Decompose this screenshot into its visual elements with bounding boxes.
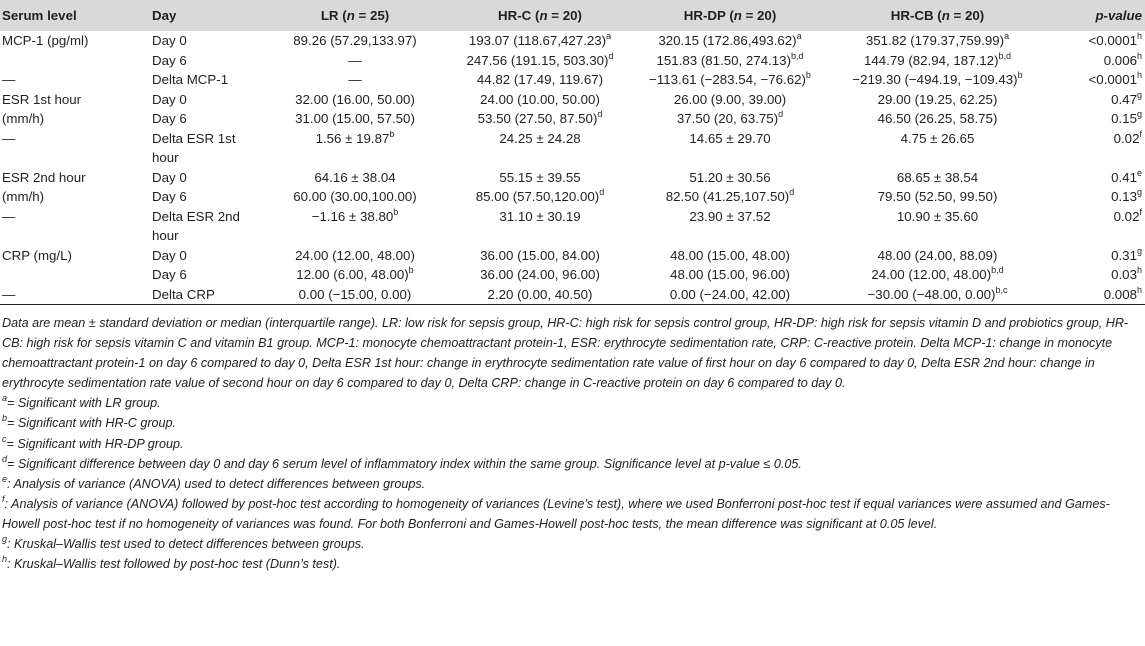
cell-day: Day 6: [152, 111, 187, 126]
header-lr: LR (n = 25): [260, 0, 450, 31]
footnote-a: $^a$= Significant with LR group.: [2, 393, 161, 411]
cell-p-value-value: 0.31: [1111, 247, 1137, 263]
cell-serum-level: —: [2, 130, 16, 146]
cell-hrdp: [630, 187, 830, 207]
cell-lr-superscript: b: [389, 128, 395, 139]
cell-day: Day 6: [152, 189, 187, 204]
footnote-f: $^f$: Analysis of variance (ANOVA) followed by post-hoc test according to homogeneity of variances (Levine’s test), where we used Bonferroni post-hoc test if equal variances were assumed and Games-Howell post-hoc test if no homogeneity of variances was found. For both Bonferroni and Games-Howell post-hoc tests, the mean difference was significant at 0.05 level.: [2, 493, 1110, 531]
cell-hrc-value: 53.50 (27.50, 87.50): [477, 111, 598, 126]
cell-p-value-value: 0.41: [1111, 169, 1137, 185]
cell-p-value-superscript: h: [1136, 70, 1142, 80]
cell-hrcb: [830, 31, 1045, 51]
cell-p-value-value: 0.008: [1103, 286, 1137, 302]
cell-p-value-superscript: g: [1136, 245, 1142, 256]
cell-p-value-superscript: g: [1136, 187, 1142, 197]
cell-serum-level: (mm/h): [2, 111, 45, 126]
cell-hrcb-value: 46.50 (26.25, 58.75): [877, 111, 998, 126]
cell-lr-superscript: b: [408, 265, 414, 275]
cell-hrdp: [630, 285, 830, 305]
cell-hrc: [450, 285, 630, 305]
header-day: Day: [150, 0, 260, 31]
cell-hrc-value: 2.20 (0.00, 40.50): [487, 286, 593, 302]
cell-hrcb: [830, 265, 1045, 285]
cell-hrcb-superscript: a: [1004, 31, 1010, 41]
table-row: [0, 207, 1145, 246]
cell-hrcb: [830, 207, 1045, 246]
header-hrcb: HR-CB (n = 20): [830, 0, 1045, 31]
header-serum-level: Serum level: [0, 0, 150, 31]
cell-hrc: [450, 109, 630, 129]
cell-serum-level: —: [2, 208, 16, 224]
cell-hrdp-value: 37.50 (20, 63.75): [676, 111, 779, 126]
cell-lr: [260, 129, 450, 168]
cell-day: Day 6: [152, 52, 187, 68]
cell-serum-level: ESR 2nd hour: [2, 169, 86, 185]
cell-hrc: [450, 90, 630, 110]
cell-hrcb: [830, 70, 1045, 90]
cell-p-value: [1045, 285, 1145, 305]
cell-hrc: [450, 265, 630, 285]
cell-hrdp: [630, 31, 830, 51]
table-row: [0, 285, 1145, 305]
cell-p-value-superscript: g: [1136, 109, 1142, 119]
cell-hrdp-value: 0.00 (−24.00, 42.00): [669, 286, 791, 302]
cell-hrcb-value: −219.30 (−494.19, −109.43): [852, 72, 1018, 87]
table-body: [0, 31, 1145, 304]
cell-p-value: [1045, 246, 1145, 266]
cell-p-value: [1045, 207, 1145, 246]
cell-hrc: [450, 31, 630, 51]
cell-hrdp: [630, 207, 830, 246]
cell-p-value-superscript: e: [1136, 167, 1142, 178]
cell-p-value-value: 0.03: [1111, 267, 1137, 282]
cell-serum-level: —: [2, 286, 16, 302]
cell-hrdp-value: 320.15 (172.86,493.62): [658, 33, 797, 48]
cell-hrcb-value: 4.75 ± 26.65: [900, 130, 975, 146]
header-p-value: p-value: [1045, 0, 1145, 31]
cell-p-value-value: 0.13: [1111, 189, 1137, 204]
cell-p-value-value: 0.15: [1111, 111, 1137, 126]
cell-p-value: [1045, 109, 1145, 129]
table-row: [0, 129, 1145, 168]
cell-hrdp-value: 48.00 (15.00, 48.00): [670, 247, 790, 263]
cell-hrcb-value: 29.00 (19.25, 62.25): [877, 91, 998, 107]
cell-hrcb-value: 24.00 (12.00, 48.00): [871, 267, 992, 282]
cell-hrcb: [830, 51, 1045, 71]
cell-lr: [260, 187, 450, 207]
cell-lr-superscript: b: [393, 206, 399, 217]
cell-day: [150, 129, 260, 168]
cell-day: [150, 207, 260, 246]
cell-hrdp: [630, 90, 830, 110]
cell-hrc-superscript: d: [597, 109, 603, 119]
cell-hrcb-value: 79.50 (52.50, 99.50): [877, 189, 998, 204]
cell-p-value-value: 0.006: [1103, 52, 1137, 68]
cell-p-value-value: 0.02: [1113, 130, 1140, 146]
cell-lr-value: 64.16 ± 38.04: [314, 169, 396, 185]
cell-hrcb: [830, 109, 1045, 129]
table-header-row: [0, 0, 1145, 31]
table-row: [0, 70, 1145, 90]
cell-lr: [260, 265, 450, 285]
cell-hrdp: [630, 168, 830, 188]
cell-day: Day 0: [152, 169, 187, 185]
cell-hrdp-superscript: b: [805, 70, 811, 80]
cell-p-value: [1045, 168, 1145, 188]
cell-p-value-superscript: f: [1139, 206, 1142, 217]
table-row: [0, 90, 1145, 110]
cell-p-value-value: <0.0001: [1088, 72, 1137, 87]
cell-hrc-value: 193.07 (118.67,427.23): [468, 33, 607, 48]
cell-serum-level: —: [2, 72, 16, 87]
cell-hrcb-superscript: b,c: [995, 284, 1008, 295]
cell-p-value-value: 0.02: [1113, 208, 1140, 224]
cell-hrcb: [830, 90, 1045, 110]
header-hrdp: HR-DP (n = 20): [630, 0, 830, 31]
table-footnotes: [0, 305, 1145, 574]
cell-lr: [260, 168, 450, 188]
table-row: [0, 265, 1145, 285]
cell-hrc: [450, 168, 630, 188]
cell-lr: [260, 285, 450, 305]
cell-p-value-superscript: h: [1136, 50, 1142, 61]
cell-hrdp: [630, 70, 830, 90]
cell-lr: [260, 90, 450, 110]
cell-serum-level: CRP (mg/L): [2, 247, 72, 263]
cell-hrcb-value: 144.79 (82.94, 187.12): [863, 52, 999, 68]
cell-hrdp: [630, 129, 830, 168]
cell-lr-value: 31.00 (15.00, 57.50): [295, 111, 415, 126]
cell-day: Delta CRP: [152, 286, 215, 302]
cell-day-line2: hour: [152, 228, 179, 243]
cell-hrcb-superscript: b: [1017, 70, 1023, 80]
cell-lr: [260, 109, 450, 129]
cell-p-value-superscript: h: [1136, 265, 1142, 275]
cell-day-line1: Delta ESR 1st: [152, 130, 236, 146]
cell-hrcb-value: 10.90 ± 35.60: [896, 208, 979, 224]
cell-hrc-superscript: d: [608, 50, 614, 61]
cell-lr-value: −1.16 ± 38.80: [311, 208, 394, 224]
cell-p-value-superscript: g: [1136, 89, 1142, 100]
cell-hrc: [450, 246, 630, 266]
cell-hrcb: [830, 246, 1045, 266]
cell-day-line1: Delta ESR 2nd: [152, 208, 240, 224]
cell-lr-value: —: [348, 52, 362, 68]
data-table-wrapper: [0, 0, 1145, 305]
cell-p-value-value: 0.47: [1111, 91, 1137, 107]
cell-hrdp: [630, 51, 830, 71]
cell-hrc-value: 31.10 ± 30.19: [499, 208, 581, 224]
cell-lr-value: 24.00 (12.00, 48.00): [295, 247, 415, 263]
cell-day: Day 0: [152, 33, 187, 48]
cell-hrdp: [630, 109, 830, 129]
data-table: [0, 0, 1145, 304]
cell-hrc-value: 44.82 (17.49, 119.67): [476, 72, 604, 87]
cell-day: Delta MCP-1: [152, 72, 229, 87]
footnote-b: $^b$= Significant with HR-C group.: [2, 413, 177, 431]
cell-hrdp-value: 51.20 ± 30.56: [689, 169, 771, 185]
cell-serum-level: (mm/h): [2, 189, 45, 204]
cell-hrc-value: 85.00 (57.50,120.00): [475, 189, 600, 204]
table-row: [0, 187, 1145, 207]
table-row: [0, 168, 1145, 188]
cell-hrcb: [830, 285, 1045, 305]
cell-hrcb-value: 48.00 (24.00, 88.09): [877, 247, 998, 263]
cell-p-value: [1045, 90, 1145, 110]
cell-lr: [260, 51, 450, 71]
cell-hrc: [450, 187, 630, 207]
cell-hrdp: [630, 246, 830, 266]
cell-serum-level: ESR 1st hour: [2, 91, 82, 107]
cell-lr: [260, 207, 450, 246]
cell-p-value: [1045, 70, 1145, 90]
cell-hrc-value: 24.25 ± 24.28: [499, 130, 581, 146]
cell-day: Day 0: [152, 91, 187, 107]
table-row: [0, 51, 1145, 71]
cell-p-value: [1045, 51, 1145, 71]
cell-lr: [260, 31, 450, 51]
cell-lr: [260, 70, 450, 90]
table-row: [0, 246, 1145, 266]
cell-day: Day 0: [152, 247, 187, 263]
cell-p-value: [1045, 129, 1145, 168]
cell-hrdp-value: 26.00 (9.00, 39.00): [673, 91, 787, 107]
cell-hrc: [450, 129, 630, 168]
cell-hrcb: [830, 168, 1045, 188]
cell-lr-value: 0.00 (−15.00, 0.00): [298, 286, 412, 302]
cell-p-value: [1045, 187, 1145, 207]
cell-hrc-superscript: d: [599, 187, 605, 197]
cell-hrdp-superscript: d: [789, 187, 795, 197]
cell-hrdp-value: 48.00 (15.00, 96.00): [670, 267, 790, 282]
cell-hrc-value: 36.00 (15.00, 84.00): [480, 247, 600, 263]
cell-hrc: [450, 70, 630, 90]
cell-hrdp-value: 82.50 (41.25,107.50): [665, 189, 790, 204]
footnote-main: Data are mean ± standard deviation or median (interquartile range). LR: low risk for sepsis group, HR-C: high risk for sepsis control group, HR-DP: high risk for sepsis vitamin D and probiotics group, HR-CB: high risk for sepsis vitamin C and vitamin B1 group. MCP-1: monocyte chemoattractant protein-1, ESR: erythrocyte sedimentation rate, CRP: C-reactive protein. Delta MCP-1: change in monocyte chemoattractant protein-1 on day 6 compared to day 0, Delta ESR 1st hour: change in erythrocyte sedimentation rate value of first hour on day 6 compared to day 0, Delta ESR 2nd hour: change in erythrocyte sedimentation rate value of second hour on day 6 compared to day 0, Delta CRP: change in C-reactive protein on day 6 compared to day 0.: [2, 316, 1129, 391]
footnote-h: $^h$: Kruskal–Wallis test followed by post-hoc test (Dunn’s test).: [2, 554, 341, 572]
cell-serum-level: MCP-1 (pg/ml): [2, 33, 89, 48]
cell-lr-value: 12.00 (6.00, 48.00): [296, 267, 409, 282]
table-row: [0, 31, 1145, 51]
cell-lr-value: 32.00 (16.00, 50.00): [295, 91, 415, 107]
cell-hrcb: [830, 187, 1045, 207]
cell-lr: [260, 246, 450, 266]
footnote-e: $^e$: Analysis of variance (ANOVA) used to detect differences between groups.: [2, 473, 426, 491]
cell-hrc-value: 247.56 (191.15, 503.30): [466, 52, 609, 68]
cell-hrc-superscript: a: [606, 31, 612, 41]
cell-hrdp: [630, 265, 830, 285]
cell-hrc: [450, 207, 630, 246]
cell-p-value-superscript: h: [1136, 31, 1142, 41]
cell-hrdp-superscript: a: [796, 31, 802, 41]
footnote-d: $^d$= Significant difference between day 0 and day 6 serum level of inflammatory index within the same group. Significance level at p-value ≤ 0.05.: [2, 453, 802, 471]
cell-hrdp-superscript: b,d: [791, 50, 804, 61]
cell-p-value: [1045, 31, 1145, 51]
cell-p-value-superscript: f: [1139, 128, 1142, 139]
cell-lr-value: 1.56 ± 19.87: [315, 130, 390, 146]
footnote-c: $^c$= Significant with HR-DP group.: [2, 433, 184, 451]
cell-lr-value: 60.00 (30.00,100.00): [293, 189, 417, 204]
cell-p-value-value: <0.0001: [1088, 33, 1137, 48]
cell-lr-value: —: [348, 72, 362, 87]
cell-hrcb-superscript: b,d: [998, 50, 1012, 61]
cell-hrdp-value: 14.65 ± 29.70: [689, 130, 771, 146]
cell-hrc-value: 55.15 ± 39.55: [499, 169, 581, 185]
cell-hrdp-value: 151.83 (81.50, 274.13): [656, 52, 792, 68]
cell-day-line2: hour: [152, 150, 179, 165]
header-hrc: HR-C (n = 20): [450, 0, 630, 31]
cell-hrdp-value: −113.61 (−283.54, −76.62): [649, 72, 806, 87]
cell-p-value-superscript: h: [1136, 284, 1142, 295]
cell-hrdp-superscript: d: [778, 109, 784, 119]
cell-lr-value: 89.26 (57.29,133.97): [293, 33, 417, 48]
cell-hrcb-value: 68.65 ± 38.54: [896, 169, 979, 185]
cell-serum-level: [0, 265, 150, 285]
cell-day: Day 6: [152, 267, 187, 282]
cell-hrc: [450, 51, 630, 71]
cell-hrc-value: 24.00 (10.00, 50.00): [480, 91, 600, 107]
table-row: [0, 109, 1145, 129]
cell-hrcb-value: 351.82 (179.37,759.99): [865, 33, 1005, 48]
cell-p-value: [1045, 265, 1145, 285]
cell-serum-level: [0, 51, 150, 71]
cell-hrcb-value: −30.00 (−48.00, 0.00): [867, 286, 996, 302]
cell-hrcb-superscript: b,d: [991, 265, 1004, 275]
cell-hrc-value: 36.00 (24.00, 96.00): [480, 267, 600, 282]
cell-hrdp-value: 23.90 ± 37.52: [689, 208, 771, 224]
footnote-g: $^g$: Kruskal–Wallis test used to detect differences between groups.: [2, 534, 365, 552]
cell-hrcb: [830, 129, 1045, 168]
